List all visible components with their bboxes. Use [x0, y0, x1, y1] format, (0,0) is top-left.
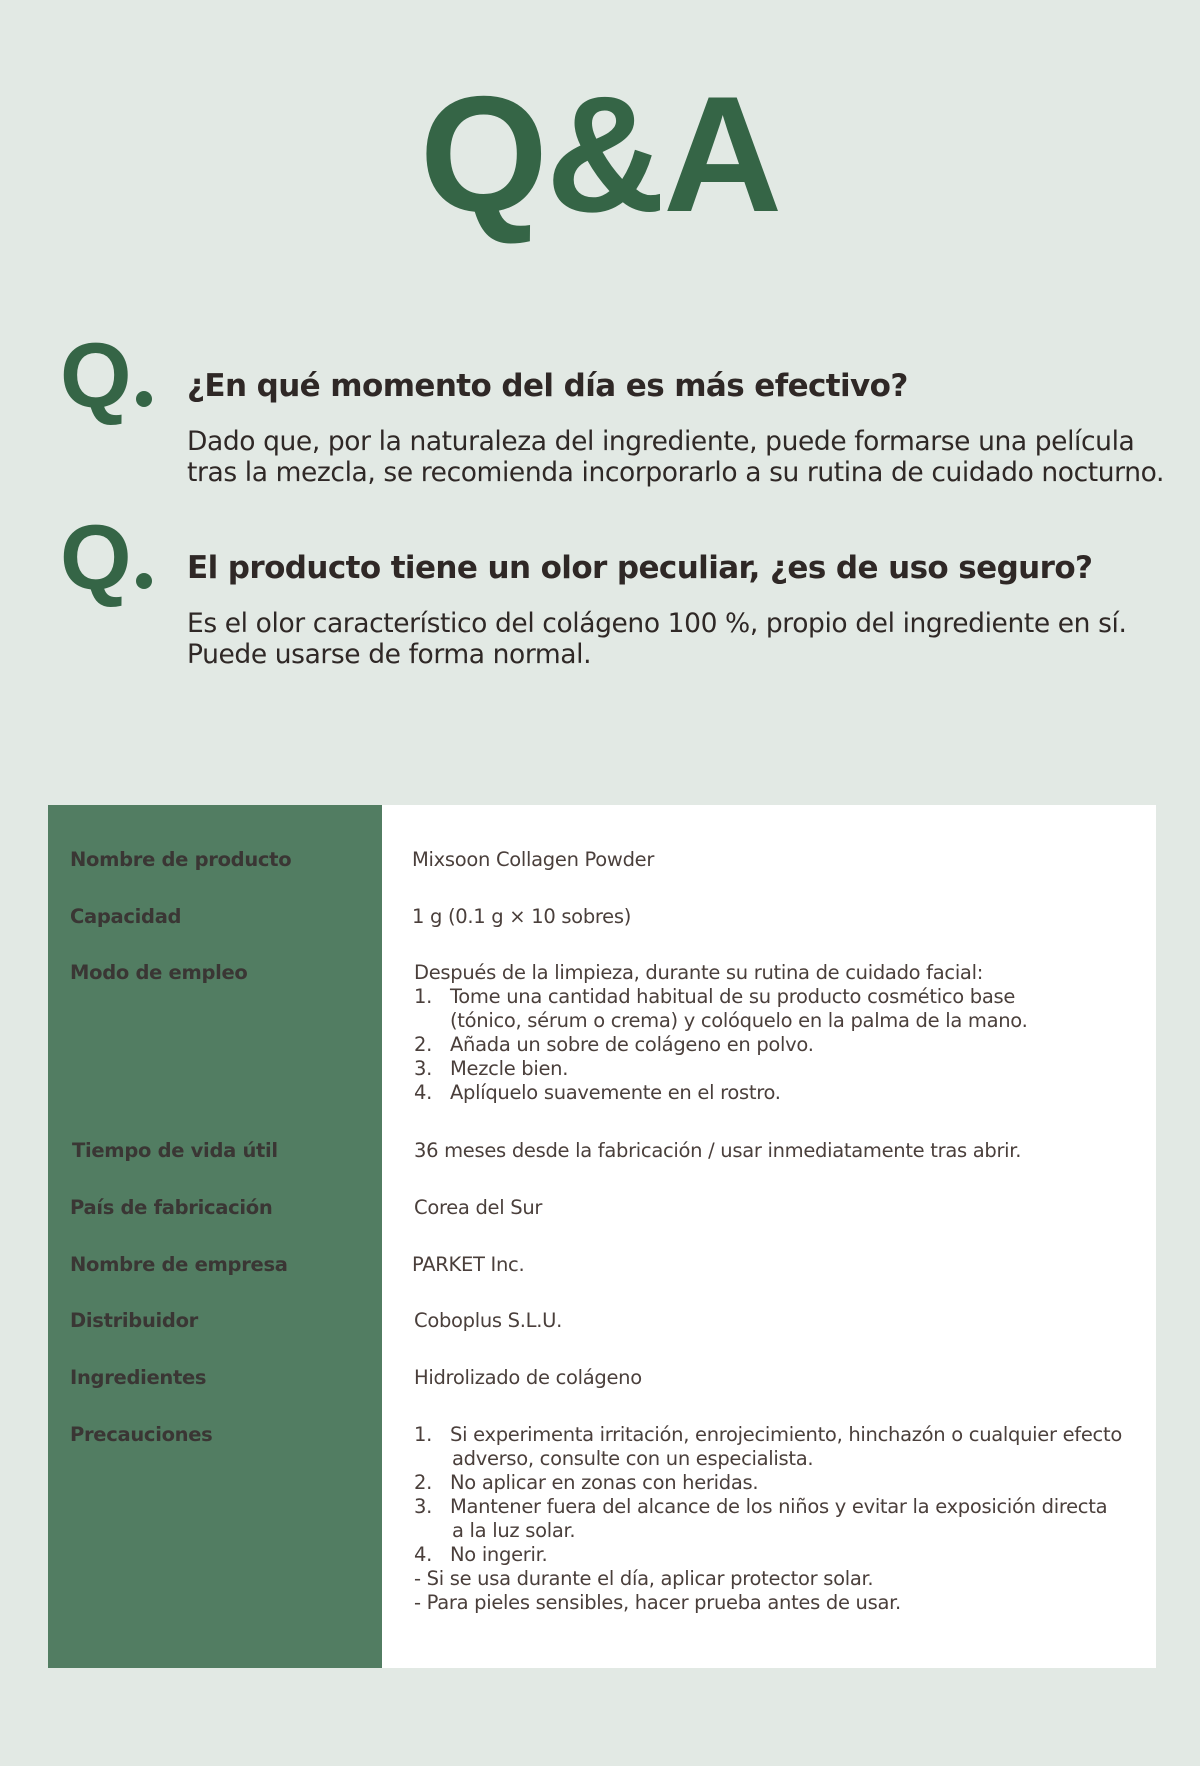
page-title: Q&A — [419, 62, 781, 246]
precaution-item: 3. Mantener fuera del alcance de los niños y evitar la exposición directa — [414, 1495, 1108, 1518]
usage-step: 2. Añada un sobre de colágeno en polvo. — [414, 1033, 814, 1056]
usage-step: 4. Aplíquelo suavemente en el rostro. — [414, 1081, 781, 1104]
precaution-note: - Si se usa durante el día, aplicar protector solar. — [414, 1567, 874, 1590]
precaution-item-continued: a la luz solar. — [452, 1519, 576, 1542]
q-marker-icon: Q — [60, 330, 152, 422]
precaution-item: 2. No aplicar en zonas con heridas. — [414, 1471, 759, 1494]
row-value: 36 meses desde la fabricación / usar inmediatamente tras abrir. — [414, 1139, 1022, 1162]
row-label: Ingredientes — [70, 1366, 207, 1389]
usage-step: 1. Tome una cantidad habitual de su producto cosmético base — [414, 985, 1016, 1008]
row-value: Mixsoon Collagen Powder — [412, 848, 655, 871]
row-value — [414, 1423, 1122, 1615]
faq-question: ¿En qué momento del día es más efectivo? — [187, 368, 908, 404]
row-label: País de fabricación — [70, 1196, 273, 1219]
row-label: Capacidad — [70, 905, 182, 928]
q-marker-icon: Q — [60, 512, 152, 604]
row-value: Corea del Sur — [414, 1196, 543, 1219]
usage-step: 3. Mezcle bien. — [414, 1057, 569, 1080]
row-label: Nombre de producto — [70, 848, 292, 871]
row-label: Modo de empleo — [70, 961, 248, 984]
usage-step-continued: (tónico, sérum o crema) y colóquelo en la palma de la mano. — [450, 1009, 1028, 1032]
row-value: Coboplus S.L.U. — [414, 1309, 562, 1332]
row-value: PARKET Inc. — [412, 1253, 525, 1276]
precaution-item-continued: adverso, consulte con un especialista. — [452, 1447, 814, 1470]
row-label: Precauciones — [70, 1423, 213, 1446]
row-label: Tiempo de vida útil — [72, 1139, 278, 1162]
precaution-item: 4. No ingerir. — [414, 1543, 548, 1566]
faq-answer-line: Es el olor característico del colágeno 100 %, propio del ingrediente en sí. — [187, 608, 1127, 639]
precaution-note: - Para pieles sensibles, hacer prueba antes de usar. — [414, 1591, 901, 1614]
faq-answer-line: Puede usarse de forma normal. — [187, 639, 592, 670]
faq-answer-line: tras la mezcla, se recomienda incorporarlo a su rutina de cuidado nocturno. — [187, 457, 1164, 488]
row-label: Nombre de empresa — [70, 1253, 288, 1276]
row-label: Distribuidor — [70, 1309, 198, 1332]
faq-answer — [187, 426, 1164, 488]
row-value: Hidrolizado de colágeno — [414, 1366, 642, 1389]
usage-intro: Después de la limpieza, durante su rutina de cuidado facial: — [414, 961, 983, 984]
row-value: 1 g (0.1 g × 10 sobres) — [412, 905, 632, 928]
label-column — [48, 805, 382, 1668]
product-info-table — [48, 805, 1156, 1668]
row-value — [414, 961, 1027, 1105]
precaution-item: 1. Si experimenta irritación, enrojecimiento, hinchazón o cualquier efecto — [414, 1423, 1122, 1446]
faq-question: El producto tiene un olor peculiar, ¿es de uso seguro? — [187, 550, 1093, 586]
faq-answer — [187, 608, 1126, 670]
faq-answer-line: Dado que, por la naturaleza del ingrediente, puede formarse una película — [187, 426, 1135, 457]
